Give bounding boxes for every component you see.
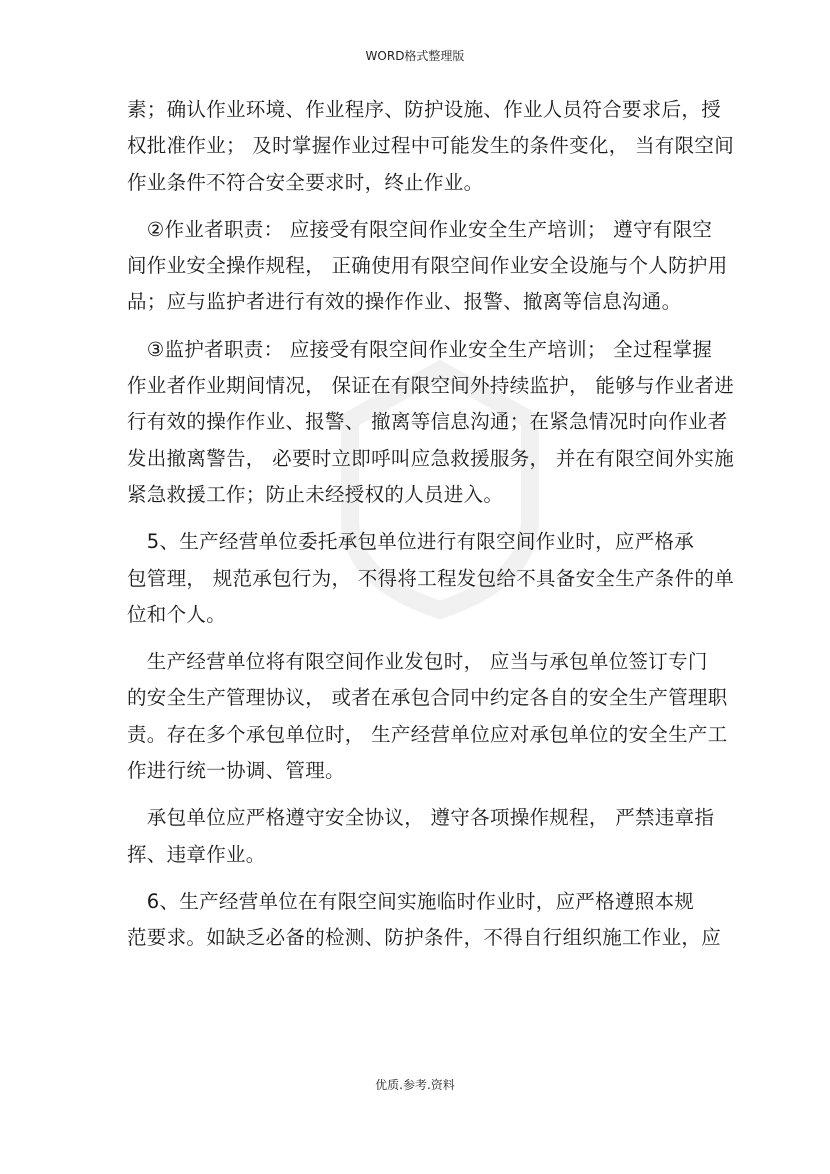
text-line: 发出撤离警告， 必要时立即呼叫应急救援服务， 并在有限空间外实施 bbox=[127, 446, 734, 470]
paragraph bbox=[127, 524, 734, 633]
page-header: WORD格式整理版 bbox=[365, 49, 465, 63]
text-line: 5、生产经营单位委托承包单位进行有限空间作业时，应严格承 bbox=[127, 530, 695, 554]
text-line: 挥、违章作业。 bbox=[127, 842, 266, 866]
page-footer: 优质.参考.资料 bbox=[375, 1078, 455, 1092]
text-line: 作业条件不符合安全要求时，终止作业。 bbox=[127, 170, 484, 194]
text-line: ②作业者职责： 应接受有限空间作业安全生产培训； 遵守有限空 bbox=[127, 217, 713, 241]
text-line: 品；应与监护者进行有效的操作作业、报警、撤离等信息沟通。 bbox=[127, 290, 682, 314]
paragraph bbox=[127, 884, 722, 957]
text-line: 素；确认作业环境、作业程序、防护设施、作业人员符合要求后，授 bbox=[127, 98, 722, 121]
text-line: 权批准作业； 及时掌握作业过程中可能发生的条件变化， 当有限空间 bbox=[127, 134, 734, 158]
paragraph bbox=[127, 644, 728, 789]
text-line: 的安全生产管理协议， 或者在承包合同中约定各自的安全生产管理职 bbox=[127, 686, 728, 710]
text-line: 间作业安全操作规程， 正确使用有限空间作业安全设施与个人防护用 bbox=[127, 254, 728, 278]
text-line: 紧急救援工作；防止未经授权的人员进入。 bbox=[127, 482, 504, 506]
text-line: 责。存在多个承包单位时， 生产经营单位应对承包单位的安全生产工 bbox=[127, 722, 728, 746]
text-line: 6、生产经营单位在有限空间实施临时作业时，应严格遵照本规 bbox=[127, 889, 695, 913]
text-line: ③监护者职责： 应接受有限空间作业安全生产培训； 全过程掌握 bbox=[127, 337, 713, 361]
text-line: 作进行统一协调、管理。 bbox=[127, 759, 345, 783]
paragraph bbox=[127, 212, 728, 321]
document-body bbox=[127, 92, 734, 957]
text-line: 位和个人。 bbox=[127, 602, 227, 626]
text-line: 行有效的操作作业、报警、 撤离等信息沟通；在紧急情况时向作业者 bbox=[127, 410, 728, 434]
paragraph bbox=[127, 332, 734, 513]
text-line: 包管理， 规范承包行为， 不得将工程发包给不具备安全生产条件的单 bbox=[127, 566, 734, 590]
paragraph bbox=[127, 92, 734, 201]
paragraph bbox=[127, 800, 717, 873]
text-line: 作业者作业期间情况， 保证在有限空间外持续监护， 能够与作业者进 bbox=[127, 374, 734, 398]
text-line: 范要求。如缺乏必备的检测、防护条件，不得自行组织施工作业，应 bbox=[127, 926, 722, 950]
text-line: 生产经营单位将有限空间作业发包时， 应当与承包单位签订专门 bbox=[127, 650, 708, 674]
text-line: 承包单位应严格遵守安全协议， 遵守各项操作规程， 严禁违章指 bbox=[127, 806, 715, 830]
